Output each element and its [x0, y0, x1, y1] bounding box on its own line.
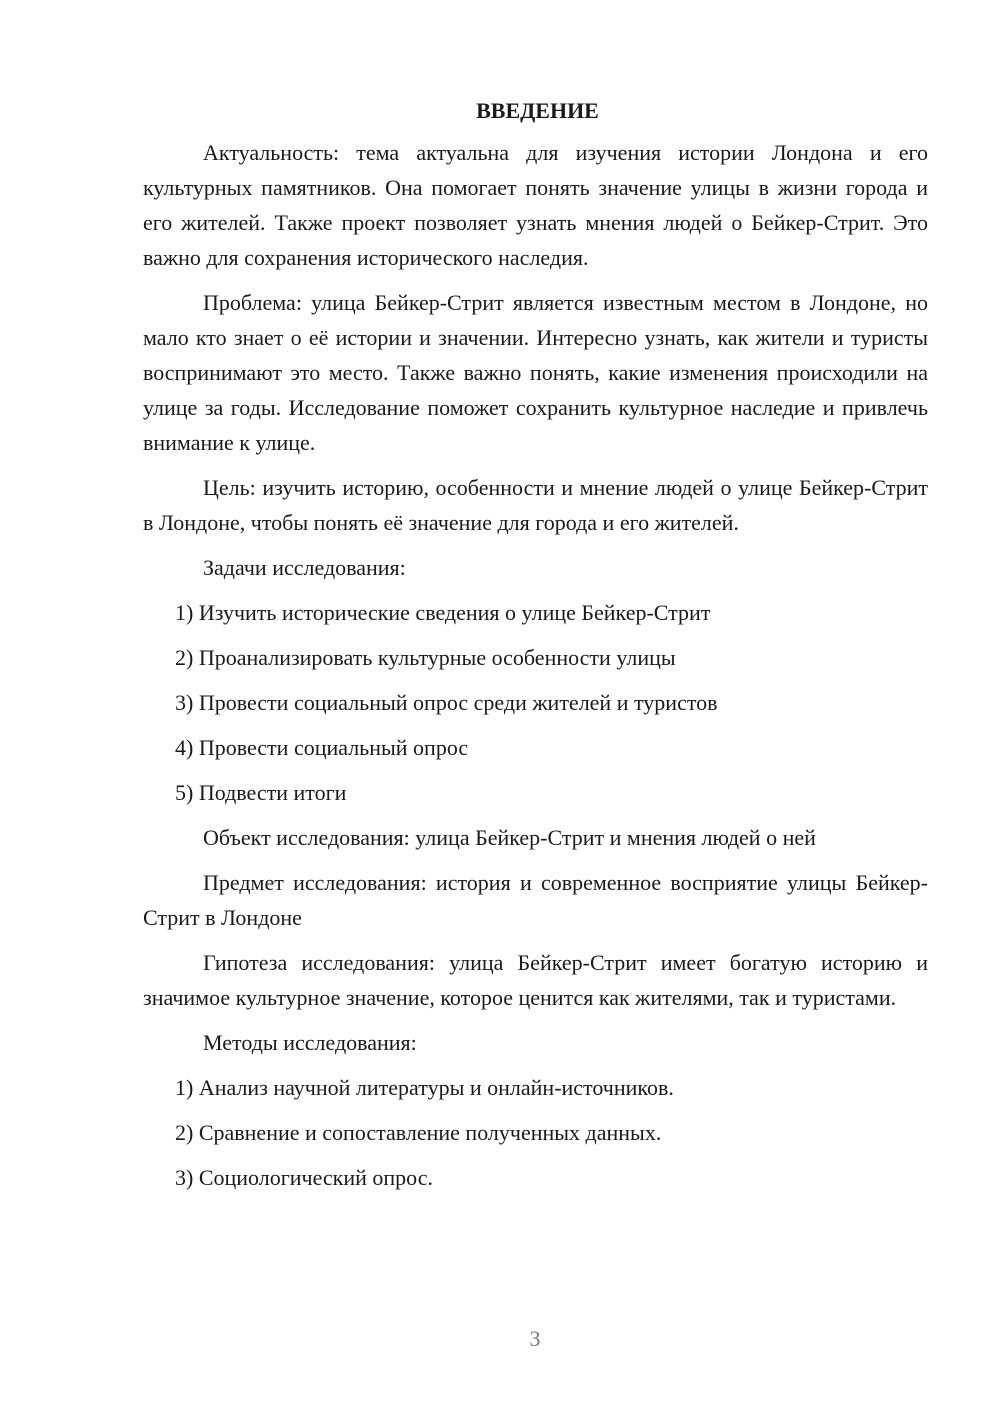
list-item: 3) Провести социальный опрос среди жителей и туристов: [175, 690, 718, 715]
methods-list: [143, 1070, 928, 1195]
tasks-list: [143, 595, 928, 810]
goal-paragraph: Цель: изучить историю, особенности и мнение людей о улице Бейкер-Стрит в Лондоне, чтобы понять её значение для города и его жителей.: [143, 475, 928, 535]
list-item: 2) Проанализировать культурные особенности улицы: [175, 645, 676, 670]
list-item: 1) Изучить исторические сведения о улице Бейкер-Стрит: [175, 600, 711, 625]
list-item: 3) Социологический опрос.: [175, 1165, 433, 1190]
relevance-paragraph: Актуальность: тема актуальна для изучения истории Лондона и его культурных памятников. Она помогает понять значение улицы в жизни города и его жителей. Также проект позволяет узнать мнения людей о Бейкер-Стрит. Это важно для сохранения исторического наследия.: [143, 140, 928, 270]
subject-paragraph: Предмет исследования: история и современное восприятие улицы Бейкер-Стрит в Лондоне: [143, 870, 928, 930]
methods-heading: Методы исследования:: [203, 1030, 417, 1055]
tasks-heading: Задачи исследования:: [203, 555, 406, 580]
problem-paragraph: Проблема: улица Бейкер-Стрит является известным местом в Лондоне, но мало кто знает о её истории и значении. Интересно узнать, как жители и туристы воспринимают это место. Также важно понять, какие изменения происходили на улице за годы. Исследование поможет сохранить культурное наследие и привлечь внимание к улице.: [143, 290, 928, 455]
section-heading: ВВЕДЕНИЕ: [476, 98, 599, 123]
page-number: 3: [529, 1326, 541, 1351]
hypothesis-paragraph: Гипотеза исследования: улица Бейкер-Стрит имеет богатую историю и значимое культурное значение, которое ценится как жителями, так и туристами.: [143, 950, 928, 1010]
list-item: 2) Сравнение и сопоставление полученных данных.: [175, 1120, 662, 1145]
document-page: [143, 96, 928, 1205]
list-item: 5) Подвести итоги: [175, 780, 347, 805]
list-item: 4) Провести социальный опрос: [175, 735, 469, 760]
object-line: Объект исследования: улица Бейкер-Стрит и мнения людей о ней: [203, 825, 816, 850]
list-item: 1) Анализ научной литературы и онлайн-источников.: [175, 1075, 674, 1100]
